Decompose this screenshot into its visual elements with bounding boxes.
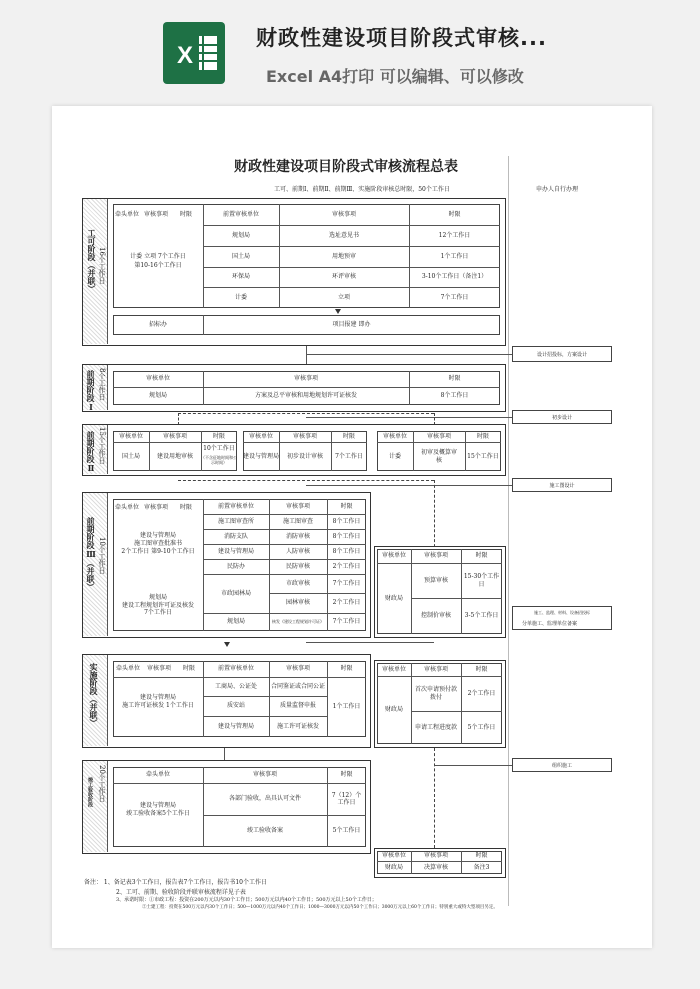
stage-days: 16个工作日 (98, 247, 106, 284)
table-cell: 用地预审 (331, 252, 356, 260)
sheet-title: 财政性建设项目阶段式审核流程总表 (234, 159, 458, 175)
header-cell: 审核事项 (292, 432, 317, 440)
flow-arrow (224, 642, 230, 647)
flow-arrow (335, 309, 341, 314)
table-cell: 消防支队 (223, 532, 248, 540)
stage-days: 20个工作日 (98, 765, 106, 802)
lead-days: 2个工作日 第9-10个工作日 (121, 548, 195, 556)
header-cell: 时限 (475, 852, 488, 860)
header-cell: 审核事项 (285, 502, 310, 510)
dashed-connector (178, 413, 434, 414)
stage-title: 前期阶段Ⅰ (86, 370, 96, 412)
bid-office: 招标办 (148, 321, 167, 329)
table-cell: 2个工作日 (332, 562, 361, 570)
table-cell: 各部门验收，出具认可文件 (228, 795, 301, 803)
lead-sub: 施工图审查批准书 (133, 540, 182, 548)
dashed-connector (178, 480, 434, 481)
table-cell: 7（12）个工作日 (331, 791, 362, 806)
table-cell: 民防审核 (285, 562, 310, 570)
table-cell: 8个工作日 (332, 517, 361, 525)
header-cell: 审核事项 (331, 210, 356, 218)
header-cell: 时限 (179, 211, 192, 219)
header-cell: 前置审核单位 (217, 502, 254, 510)
table-cell: 7个工作日 (335, 452, 363, 460)
connector (306, 346, 307, 364)
header-cell: 审核事项 (423, 552, 448, 560)
table-cell: 决算审核 (423, 863, 448, 871)
lead-days: 7个工作日 (144, 609, 172, 617)
table-cell: 12个工作日 (438, 231, 471, 239)
lead-unit: 计委 立项 7个工作日 (130, 253, 186, 261)
note-preliminary-design: 初步设计 (512, 410, 612, 424)
header-cell: 时限 (340, 771, 353, 779)
table-cell: 施工许可证核发 (276, 722, 319, 730)
header-cell: 审核事项 (293, 375, 318, 383)
table-cell: 首次申请预付款拨付 (415, 686, 458, 701)
header-cell: 审核单位 (381, 852, 406, 860)
stage-pre-1 (82, 364, 506, 412)
project-register: 项目报建 即办 (332, 321, 371, 329)
stage-title: 前期阶段Ⅲ（并联） (86, 517, 96, 591)
note-bidding: 施工、监理、材料、设备招投标 (512, 606, 612, 630)
table-cell: 5个工作日 (332, 827, 361, 835)
note-organize-construction: 组织施工 (512, 758, 612, 772)
header-cell: 时限 (342, 432, 355, 440)
lead-sub: 竣工验收备案5个工作日 (126, 810, 190, 818)
connector (224, 748, 225, 760)
table-cell: 建设与管理局 (217, 722, 254, 730)
table-cell: 施工图审查所 (217, 517, 254, 525)
sheet-subtitle: 工可、前期Ⅰ、前期Ⅱ、前期Ⅲ、实施阶段审核总时限，50个工作日 (274, 186, 450, 193)
header-cell: 牵头单位 (115, 211, 140, 219)
connector (306, 354, 512, 355)
table-cell: 2个工作日 (332, 599, 361, 607)
header-cell: 审核单位 (248, 432, 273, 440)
table-cell: 7个工作日 (440, 293, 469, 301)
table-cell: 10个工作日 (203, 445, 235, 453)
connector (306, 485, 512, 486)
lead-unit: 建设与管理局 (139, 802, 176, 810)
stage-days: 15个工作日 (98, 427, 106, 464)
header-cell: 时限 (448, 375, 461, 383)
table-cell: 立项 (337, 293, 350, 301)
table-cell: 1个工作日 (332, 703, 361, 711)
right-column-note: 申办人自行办理 (536, 186, 579, 193)
header-cell: 时限 (475, 665, 488, 673)
lead-unit: 建设与管理局 (139, 694, 176, 702)
dashed-connector (434, 480, 435, 552)
table-cell: 民防办 (226, 562, 245, 570)
header-cell: 审核单位 (381, 665, 406, 673)
header-cell: 时限 (448, 210, 461, 218)
table-cell: 国土局 (231, 252, 250, 260)
stage-completion (82, 760, 371, 854)
table-cell: 8个工作日 (332, 547, 361, 555)
header-cell: 审核事项 (252, 771, 277, 779)
table-cell: 消防审核 (285, 532, 310, 540)
table-cell: 控制价审核 (420, 612, 451, 620)
header-cell: 时限 (475, 552, 488, 560)
excel-icon (163, 22, 225, 84)
header-cell: 时限 (212, 432, 225, 440)
table-cell: 选址意见书 (328, 231, 359, 239)
connector (434, 765, 512, 766)
table-cell: 7个工作日 (332, 618, 361, 626)
header-cell: 审核单位 (145, 375, 170, 383)
table-cell: 规划局 (231, 231, 250, 239)
header-cell: 审核事项 (423, 665, 448, 673)
header-cell: 时限 (182, 665, 195, 673)
stage-title: 工可阶段（并联） (87, 229, 97, 293)
table-cell: 8个工作日 (332, 532, 361, 540)
table-cell: 市政审核 (285, 579, 310, 587)
lead-sub: 施工许可证核发 1个工作日 (122, 702, 194, 710)
table-cell: 3-10个工作日（备注1） (421, 273, 488, 281)
header-cell: 时限 (340, 665, 353, 673)
finance-final-account-table (374, 848, 506, 878)
table-cell: 规划局 (226, 618, 245, 626)
remark-line: 备注： 1、备记表3个工作日，报告表7个工作日，报告书10个工作日 (84, 879, 267, 886)
header-cell: 审核事项 (423, 852, 448, 860)
document-subtitle: Excel A4打印 可以编辑、可以修改 (266, 67, 524, 86)
table-cell: 计委 (388, 452, 401, 460)
connector (306, 642, 434, 643)
note-design-bidding: 设计招投标，方案设计 (512, 346, 612, 362)
lead-unit: 规划局 (148, 594, 167, 602)
remark-line: 2、工可、前期、验收阶段并联审核流程详见子表 (116, 889, 246, 896)
table-cell: 施工图审查 (282, 517, 313, 525)
lead-unit: 建设与管理局 (139, 532, 176, 540)
table-cell: 规划局 (148, 392, 167, 400)
header-cell: 前置审核单位 (222, 210, 259, 218)
table-cell: 财政局 (384, 706, 403, 714)
header-cell: 审核单位 (382, 432, 407, 440)
remark-line: 3、承诺时限：①市政工程：投资在200万元以内30个工作日；500万元以内40个工作日；500万元以上50个工作日； (116, 897, 377, 903)
stage-days: 8个工作日 (98, 368, 106, 401)
table-cell: 财政局 (384, 594, 403, 602)
table-cell: 15个工作日 (467, 452, 499, 460)
connector (306, 417, 512, 418)
table-cell: 质安站 (226, 702, 245, 710)
table-cell: 15-30个工作日 (463, 573, 500, 588)
table-cell: 人防审核 (285, 547, 310, 555)
table-cell: 8个工作日 (440, 392, 469, 400)
stage-title: 竣工验收阶段 (87, 777, 93, 807)
table-cell: 合同鉴证或合同公证 (271, 682, 326, 690)
header-cell: 审核单位 (381, 552, 406, 560)
header-cell: 审核事项 (426, 432, 451, 440)
dashed-connector (434, 748, 435, 848)
table-cell: 国土局 (121, 452, 140, 460)
header-cell: 时限 (340, 502, 353, 510)
header-cell: 前置审核单位 (217, 665, 254, 673)
table-cell: 2个工作日 (467, 689, 496, 697)
table-cell: 市政园林局 (220, 589, 251, 597)
header-cell: 审核事项 (146, 665, 171, 673)
stage-title: 前期阶段Ⅱ (86, 431, 96, 473)
header-cell: 牵头单位 (115, 503, 140, 511)
stage-feasibility (82, 198, 506, 346)
column-divider (508, 156, 509, 906)
header-cell: 审核单位 (118, 432, 143, 440)
table-cell: 质量监督申报 (279, 702, 316, 710)
header-cell: 审核事项 (285, 665, 310, 673)
table-cell: 环评审核 (331, 273, 356, 281)
table-cell: 初审及概算审核 (420, 449, 457, 464)
note-filing: 分单施工、监理单位备案 (522, 621, 578, 627)
table-cell: 3-5个工作日 (464, 612, 499, 620)
stage-pre-2 (82, 424, 506, 476)
header-cell: 时限 (179, 503, 192, 511)
table-cell: 财政局 (384, 863, 403, 871)
stage-implementation (82, 654, 371, 748)
table-cell: 核发《建设工程规划许可证》 (272, 618, 324, 624)
table-cell-note: （不含征地时间和公示时间） (201, 455, 237, 465)
document-title: 财政性建设项目阶段式审核... (256, 26, 547, 50)
table-cell: 建设与管理局 (243, 452, 280, 460)
header-cell: 牵头单位 (115, 665, 140, 673)
note-construction-drawing: 施工图设计 (512, 478, 612, 492)
remark-line: ②土建工程：投资在500万元以内30个工作日；500—1000万元以内40个工作日；1000—3000万元以内50个工作日；3000万元以上60个工作日；特别重大或特大型项目另定。 (142, 905, 498, 910)
table-cell: 竣工验收备案 (246, 827, 283, 835)
header-cell: 牵头单位 (145, 771, 170, 779)
table-cell: 初步设计审核 (286, 452, 323, 460)
header-cell: 审核事项 (143, 211, 168, 219)
document-page (52, 106, 652, 948)
table-cell: 7个工作日 (332, 579, 361, 587)
header-cell: 审核事项 (162, 432, 187, 440)
table-cell: 环保局 (231, 273, 250, 281)
table-cell: 1个工作日 (440, 252, 469, 260)
table-cell: 备注3 (473, 863, 490, 871)
table-cell: 申请工程进度款 (415, 723, 458, 731)
page-header (0, 0, 700, 100)
header-cell: 时限 (476, 432, 489, 440)
header-cell: 审核事项 (143, 503, 168, 511)
table-cell: 建设与管理局 (217, 547, 254, 555)
finance-payment-table (374, 660, 506, 748)
table-cell: 工商局、公证处 (214, 682, 257, 690)
table-cell: 预算审核 (423, 576, 448, 584)
table-cell: 5个工作日 (467, 723, 496, 731)
table-cell: 建设用地审核 (156, 452, 193, 460)
table-cell: 计委 (234, 293, 247, 301)
table-cell: 方案及总平审核和用地规划许可证核发 (254, 392, 357, 400)
table-cell: 园林审核 (285, 599, 310, 607)
svg-text:X: X (176, 42, 194, 69)
stage-pre-3 (82, 492, 371, 638)
lead-sub: 第10-16个工作日 (134, 262, 182, 270)
finance-budget-table (374, 546, 506, 638)
stage-days: 10个工作日 (98, 537, 106, 574)
stage-title: 实施阶段（并联） (89, 663, 99, 727)
lead-sub: 建设工程规划许可证及核发 (121, 602, 194, 610)
